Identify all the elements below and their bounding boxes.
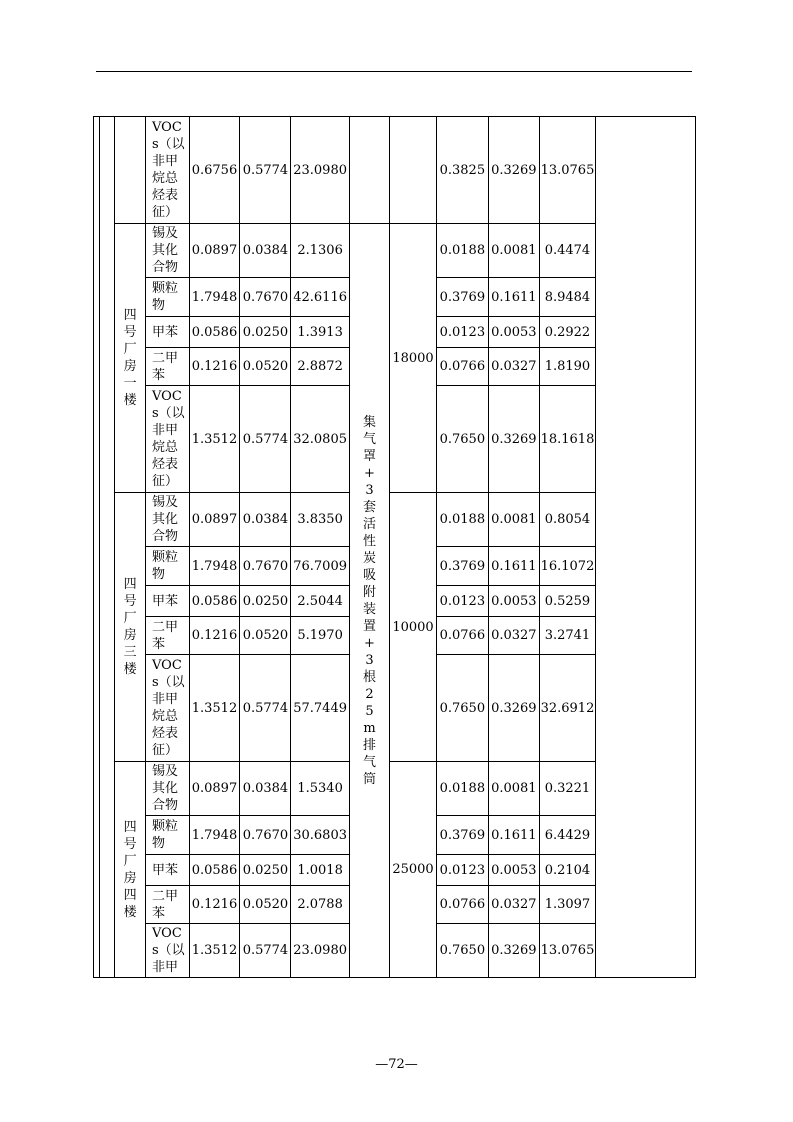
- value-cell-v4: 0.0123: [436, 317, 488, 348]
- value-cell-v4: 0.7650: [436, 924, 488, 978]
- value-cell-v4: 0.0123: [436, 586, 488, 617]
- value-cell-v5: 0.0081: [488, 493, 539, 547]
- value-cell-v1: 0.0897: [189, 762, 240, 816]
- value-cell-v4: 0.0766: [436, 348, 488, 386]
- location-cell: [115, 224, 146, 493]
- value-cell-v4: 0.7650: [436, 386, 488, 493]
- value-cell-v2: 0.5774: [240, 655, 291, 762]
- value-cell-v1: 0.1216: [189, 348, 240, 386]
- value-cell-v6: 13.0765: [539, 924, 595, 978]
- value-cell-v6: 1.3097: [539, 886, 595, 924]
- pollutant-cell: VOCs（以非甲烷总烃表征）: [146, 655, 190, 762]
- value-cell-v5: 0.3269: [488, 924, 539, 978]
- value-cell-v2: 0.0384: [240, 762, 291, 816]
- pollutant-cell: 二甲苯: [146, 348, 190, 386]
- value-cell-v3: 5.1970: [291, 617, 349, 655]
- pollutant-cell: 颗粒物: [146, 816, 190, 855]
- pollutant-cell: 颗粒物: [146, 547, 190, 586]
- value-cell-v2: 0.0250: [240, 855, 291, 886]
- value-cell-v6: 3.2741: [539, 617, 595, 655]
- value-cell-v5: 0.1611: [488, 278, 539, 317]
- value-cell-v3: 1.0018: [291, 855, 349, 886]
- pollutant-cell: 锡及其化合物: [146, 224, 190, 278]
- value-cell-v5: 0.3269: [488, 117, 539, 224]
- value-cell-v2: 0.0250: [240, 586, 291, 617]
- value-cell-v2: 0.0520: [240, 617, 291, 655]
- value-cell-v6: 18.1618: [539, 386, 595, 493]
- value-cell-v5: 0.0053: [488, 855, 539, 886]
- value-cell-v1: 0.1216: [189, 886, 240, 924]
- inner-frame-cell: [100, 117, 115, 978]
- value-cell-v3: 23.0980: [291, 117, 349, 224]
- value-cell-v6: 0.2922: [539, 317, 595, 348]
- flow-cell: [390, 117, 437, 224]
- value-cell-v1: 1.7948: [189, 547, 240, 586]
- location-cell: [115, 762, 146, 978]
- value-cell-v2: 0.7670: [240, 816, 291, 855]
- value-cell-v5: 0.1611: [488, 816, 539, 855]
- value-cell-v4: 0.0123: [436, 855, 488, 886]
- value-cell-v6: 32.6912: [539, 655, 595, 762]
- value-cell-v5: 0.0053: [488, 586, 539, 617]
- value-cell-v1: 1.7948: [189, 278, 240, 317]
- pollutant-cell: VOCs（以非甲烷总烃表征）: [146, 117, 190, 224]
- pollutant-cell: 甲苯: [146, 586, 190, 617]
- flow-cell: 25000: [390, 762, 437, 978]
- value-cell-v6: 0.4474: [539, 224, 595, 278]
- value-cell-v4: 0.0188: [436, 224, 488, 278]
- value-cell-v3: 76.7009: [291, 547, 349, 586]
- value-cell-v1: 1.3512: [189, 386, 240, 493]
- value-cell-v1: 0.6756: [189, 117, 240, 224]
- page-number: —72—: [375, 1057, 418, 1072]
- value-cell-v5: 0.3269: [488, 386, 539, 493]
- pollutant-cell: 二甲苯: [146, 886, 190, 924]
- value-cell-v6: 0.8054: [539, 493, 595, 547]
- value-cell-v2: 0.7670: [240, 547, 291, 586]
- value-cell-v1: 0.0897: [189, 224, 240, 278]
- value-cell-v2: 0.5774: [240, 386, 291, 493]
- value-cell-v1: 1.3512: [189, 655, 240, 762]
- location-label: 四号厂房三楼: [123, 577, 137, 677]
- value-cell-v6: 8.9484: [539, 278, 595, 317]
- location-cell: [115, 117, 146, 224]
- value-cell-v2: 0.5774: [240, 117, 291, 224]
- pollutant-cell: 锡及其化合物: [146, 762, 190, 816]
- location-cell: [115, 493, 146, 762]
- value-cell-v1: 0.0897: [189, 493, 240, 547]
- value-cell-v3: 2.0788: [291, 886, 349, 924]
- emission-table: [93, 116, 696, 978]
- value-cell-v2: 0.0520: [240, 348, 291, 386]
- value-cell-v6: 0.2104: [539, 855, 595, 886]
- value-cell-v1: 1.3512: [189, 924, 240, 978]
- pollutant-cell: VOCs（以非甲: [146, 924, 190, 978]
- table-body: [94, 117, 696, 978]
- flow-cell: 10000: [390, 493, 437, 762]
- value-cell-v6: 0.3221: [539, 762, 595, 816]
- value-cell-v3: 1.3913: [291, 317, 349, 348]
- value-cell-v3: 2.1306: [291, 224, 349, 278]
- pollutant-cell: 锡及其化合物: [146, 493, 190, 547]
- value-cell-v5: 0.3269: [488, 655, 539, 762]
- pollutant-cell: 甲苯: [146, 855, 190, 886]
- value-cell-v1: 0.0586: [189, 317, 240, 348]
- pollutant-cell: VOCs（以非甲烷总烃表征）: [146, 386, 190, 493]
- pollutant-cell: 二甲苯: [146, 617, 190, 655]
- value-cell-v3: 23.0980: [291, 924, 349, 978]
- value-cell-v4: 0.7650: [436, 655, 488, 762]
- value-cell-v2: 0.5774: [240, 924, 291, 978]
- value-cell-v6: 16.1072: [539, 547, 595, 586]
- value-cell-v3: 42.6116: [291, 278, 349, 317]
- value-cell-v4: 0.0766: [436, 617, 488, 655]
- value-cell-v5: 0.0327: [488, 348, 539, 386]
- value-cell-v2: 0.0250: [240, 317, 291, 348]
- pollutant-cell: 甲苯: [146, 317, 190, 348]
- value-cell-v3: 2.8872: [291, 348, 349, 386]
- value-cell-v6: 13.0765: [539, 117, 595, 224]
- pollutant-cell: 颗粒物: [146, 278, 190, 317]
- value-cell-v5: 0.0081: [488, 762, 539, 816]
- value-cell-v2: 0.0384: [240, 493, 291, 547]
- value-cell-v4: 0.3769: [436, 278, 488, 317]
- value-cell-v6: 1.8190: [539, 348, 595, 386]
- value-cell-v2: 0.7670: [240, 278, 291, 317]
- location-label: 四号厂房四楼: [123, 819, 137, 920]
- value-cell-v1: 0.1216: [189, 617, 240, 655]
- value-cell-v4: 0.0188: [436, 493, 488, 547]
- value-cell-v3: 30.6803: [291, 816, 349, 855]
- value-cell-v5: 0.0327: [488, 617, 539, 655]
- value-cell-v4: 0.3769: [436, 547, 488, 586]
- value-cell-v4: 0.3825: [436, 117, 488, 224]
- value-cell-v3: 32.0805: [291, 386, 349, 493]
- value-cell-v3: 3.8350: [291, 493, 349, 547]
- value-cell-v3: 1.5340: [291, 762, 349, 816]
- value-cell-v2: 0.0384: [240, 224, 291, 278]
- measure-label: 集气罩+3套活性炭吸附装置+3根25m排气筒: [362, 414, 376, 787]
- value-cell-v5: 0.0053: [488, 317, 539, 348]
- value-cell-v6: 6.4429: [539, 816, 595, 855]
- value-cell-v5: 0.1611: [488, 547, 539, 586]
- flow-cell: 18000: [390, 224, 437, 493]
- value-cell-v5: 0.0327: [488, 886, 539, 924]
- remarks-cell: [596, 117, 696, 978]
- value-cell-v2: 0.0520: [240, 886, 291, 924]
- value-cell-v5: 0.0081: [488, 224, 539, 278]
- header-rule: [96, 71, 692, 72]
- value-cell-v3: 2.5044: [291, 586, 349, 617]
- value-cell-v4: 0.0188: [436, 762, 488, 816]
- measure-cell: [349, 224, 389, 978]
- value-cell-v1: 1.7948: [189, 816, 240, 855]
- value-cell-v4: 0.0766: [436, 886, 488, 924]
- value-cell-v6: 0.5259: [539, 586, 595, 617]
- location-label: 四号厂房一楼: [123, 308, 137, 408]
- value-cell-v1: 0.0586: [189, 855, 240, 886]
- table-row: [94, 117, 696, 224]
- value-cell-v1: 0.0586: [189, 586, 240, 617]
- value-cell-v3: 57.7449: [291, 655, 349, 762]
- value-cell-v4: 0.3769: [436, 816, 488, 855]
- measure-top-cell: [349, 117, 389, 224]
